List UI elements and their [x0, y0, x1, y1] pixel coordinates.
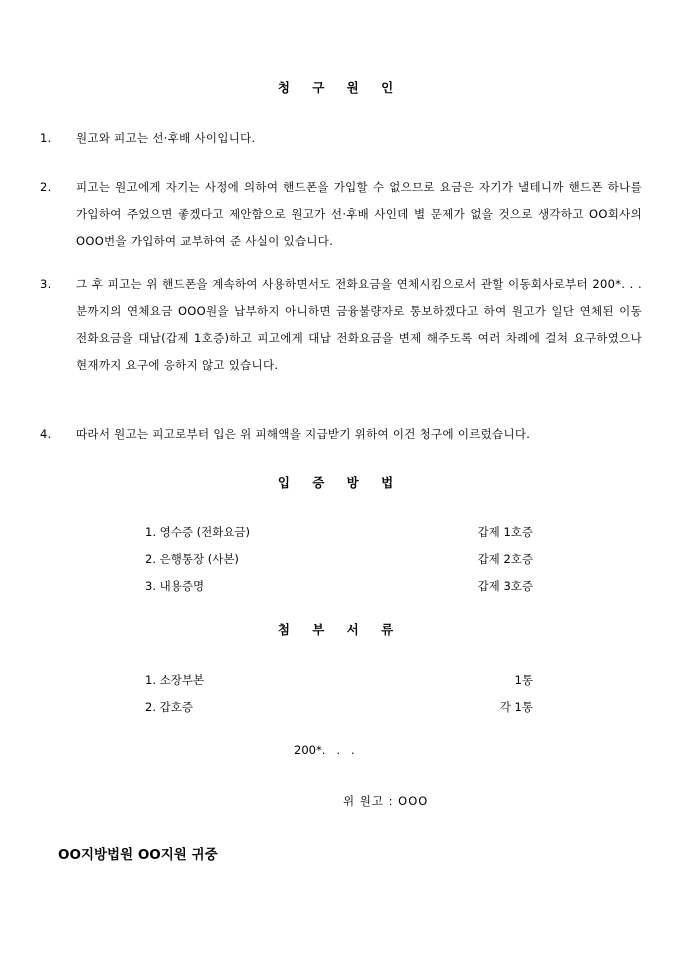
attachment-item: 1. 소장부본	[145, 673, 205, 687]
evidence-row	[145, 519, 533, 546]
claim-text: 따라서 원고는 피고로부터 입은 위 피해액을 지급받기 위하여 이건 청구에 이르렀습니다.	[76, 427, 531, 441]
attachment-row	[145, 694, 533, 721]
claim-number: 2.	[40, 180, 52, 194]
claim-number: 4.	[40, 427, 52, 441]
attachment-qty: 각 1통	[499, 700, 533, 714]
claim-number: 1.	[40, 131, 52, 145]
claim-text: 피고는 원고에게 자기는 사정에 의하여 핸드폰을 가입할 수 없으므로 요금은 자기가 낼테니까 핸드폰 하나를 가입하여 주었으면 좋겠다고 제안함으로 원고가 선·후배 사인데 별 문제가 없을 것으로 생각하고 OO회사의 OOO번을 가입하여 교부하여 준 사실이 있습니다.	[76, 180, 642, 248]
evidence-item: 2. 은행통장 (사본)	[145, 552, 239, 566]
evidence-list	[145, 519, 533, 600]
attachment-item: 2. 갑호증	[145, 700, 193, 714]
claim-paragraph-2	[40, 174, 642, 255]
claim-paragraph-4	[40, 421, 642, 448]
claim-text: 그 후 피고는 위 핸드폰을 계속하여 사용하면서도 전화요금을 연체시킴으로서 관할 이동회사로부터 200*. . .분까지의 연체요금 OOO원을 납부하지 아니하면 금융불량자로 통보하겠다고 하여 원고가 일단 연체된 이동 전화요금을 대납(갑제 1호증)하고 피고에게 대납 전화요금을 변제 해주도록 여러 차례에 걸쳐 요구하였으나 현재까지 요구에 응하지 않고 있습니다.	[76, 277, 642, 372]
evidence-heading: 입 증 방 법	[277, 475, 403, 490]
claim-number: 3.	[40, 277, 52, 291]
evidence-item: 3. 내용증명	[145, 579, 205, 593]
attachment-qty: 1통	[514, 673, 533, 687]
claim-cause-heading: 청 구 원 인	[277, 80, 403, 95]
claim-paragraph-1	[40, 125, 642, 152]
evidence-row	[145, 546, 533, 573]
claim-text: 원고와 피고는 선·후배 사이입니다.	[76, 131, 256, 145]
claim-paragraph-3	[40, 271, 642, 379]
filing-date: 200*. . .	[294, 743, 355, 757]
attachment-row	[145, 667, 533, 694]
attachments-list	[145, 667, 533, 721]
evidence-ref: 갑제 3호증	[477, 579, 533, 593]
evidence-ref: 갑제 1호증	[477, 525, 533, 539]
evidence-item: 1. 영수증 (전화요금)	[145, 525, 251, 539]
court-addressee: OO지방법원 OO지원 귀중	[58, 847, 218, 863]
evidence-row	[145, 573, 533, 600]
attachments-heading: 첨 부 서 류	[277, 622, 403, 637]
plaintiff-signature: 위 원고 : OOO	[343, 794, 429, 808]
evidence-ref: 갑제 2호증	[477, 552, 533, 566]
